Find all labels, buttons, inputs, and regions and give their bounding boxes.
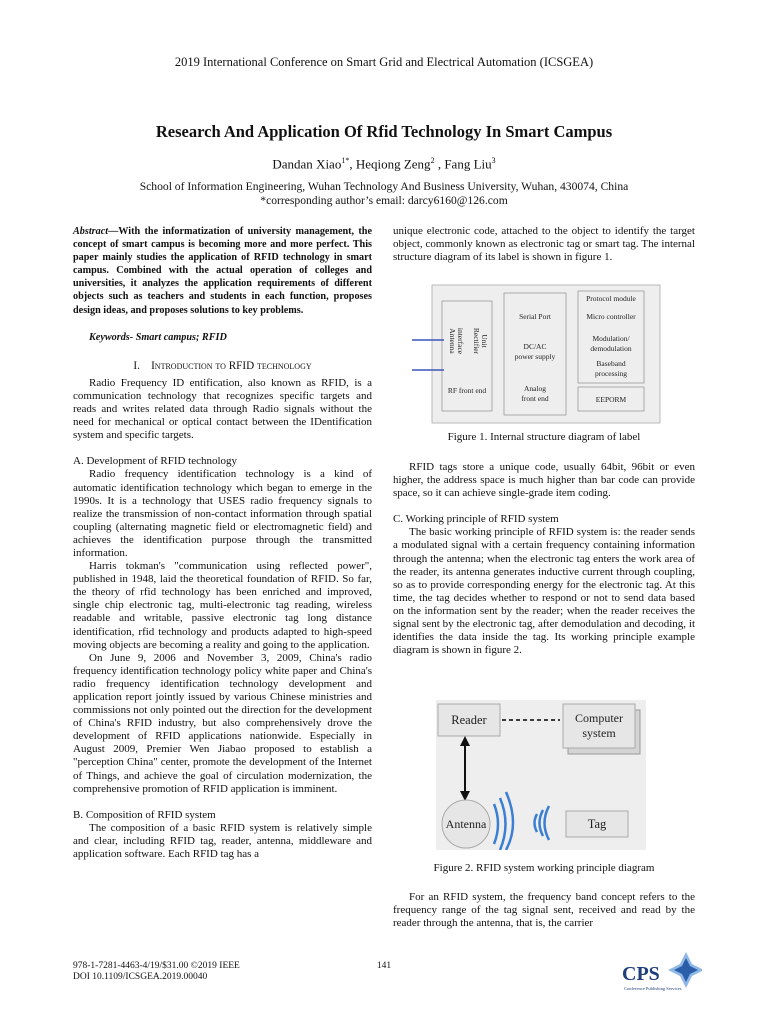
figure-1-diagram xyxy=(412,283,662,428)
fig1-baseband-label: Baseband xyxy=(596,359,626,368)
corresponding-email: *corresponding author’s email: darcy6160@126.com xyxy=(260,194,508,207)
fig1-demodulation-label: demodulation xyxy=(590,344,632,353)
fig1-serial-label: Serial Port xyxy=(519,312,551,321)
abstract-label: Abstract xyxy=(73,226,109,237)
section-title: Introduction to RFID technology xyxy=(151,359,312,372)
author-3-sup: 3 xyxy=(491,156,496,165)
fig1-protocol-label: Protocol module xyxy=(586,294,636,303)
paragraph-unique-code: unique electronic code, attached to the object to identify the target object, commonly known as electronic tag or smart tag. The internal structure diagram of its label is shown in figure 1. xyxy=(393,225,695,264)
fig1-modulation-label: Modulation/ xyxy=(592,334,630,343)
page-number: 141 xyxy=(376,961,392,971)
fig1-interface-label: interface xyxy=(456,327,465,355)
paper-title: Research And Application Of Rfid Technology In Smart Campus xyxy=(155,122,613,141)
author-2: , Heqiong Zeng xyxy=(349,156,431,172)
subsection-b-heading: B. Composition of RFID system xyxy=(73,808,216,821)
reader-label: Reader xyxy=(451,713,487,727)
fig1-unit-label: Unit xyxy=(480,334,489,348)
system-label: system xyxy=(582,726,616,740)
abstract-text: —With the informatization of university management, the concept of smart campus is becoming more and more perfect. This paper mainly studies the application of RFID technology in smart campus. Combined with the actual operation of colleges and universities, it analyzes the application requirements of different objects such as teachers and students in each function, proposes design ideas, and proposes solutions to key problems. xyxy=(73,226,372,316)
fig1-rf-label: RF front end xyxy=(447,386,487,395)
section-number: I. xyxy=(133,359,140,372)
left-column xyxy=(73,225,372,861)
doi: DOI 10.1109/ICSGEA.2019.00040 xyxy=(73,972,208,982)
author-1: Dandan Xiao xyxy=(272,156,342,172)
antenna-label: Antenna xyxy=(445,817,487,831)
paragraph-intro: Radio Frequency ID entification, also known as RFID, is a communication technology that recognizes specific targets and reads and writes related data through Radio signals without the need for mechanical or optical contact between the IDentification system and specific targets. xyxy=(73,376,372,442)
author-3: , Fang Liu xyxy=(434,156,492,172)
tag-label: Tag xyxy=(587,817,607,831)
keywords: Keywords- Smart campus; RFID xyxy=(89,331,227,343)
affiliation-block xyxy=(0,180,768,208)
figure-1-caption: Figure 1. Internal structure diagram of label xyxy=(447,431,641,443)
paragraph-frequency-band: For an RFID system, the frequency band concept refers to the frequency range of the tag signal sent, received and read by the reader through the antenna, that is, the carrier xyxy=(393,891,695,930)
author-list xyxy=(0,156,768,172)
isbn: 978-1-7281-4463-4/19/$31.00 ©2019 IEEE xyxy=(73,961,240,971)
subsection-c-heading: C. Working principle of RFID system xyxy=(393,513,559,526)
fig1-eeporm-label: EEPORM xyxy=(595,395,627,404)
figure-2-diagram xyxy=(436,700,646,850)
fig1-power-label: power supply xyxy=(514,352,556,361)
author-1-sup: 1* xyxy=(341,156,350,165)
fig1-dcac-label: DC/AC xyxy=(523,342,547,351)
paragraph-development: Radio frequency identification technology is a kind of automatic identification technology which began to emerge in the 1990s. It is a technology that USES radio frequency signals to realize the transmission of non-contact information through spatial coupling (alternating magnetic field or electromagnetic field) and achieves the identification purpose through the transmitted information. xyxy=(73,468,372,559)
paragraph-china: On June 9, 2006 and November 3, 2009, China's radio frequency identification technology policy white paper and China's radio frequency identification technology development and application report jointly issued by various Chinese ministries and commissions not only pointed out the direction for the development of China's RFID industry, but also comprehensively drove the development of RFID applications nationwide. Especially in August 2009, Premier Wen Jiabao proposed to establish a "perception China" center, promote the development of the Internet of Things, and achieve the goal of circulation modernization, the comprehensive promotion of RFID application is imminent. xyxy=(73,651,372,795)
cps-logo-graphic xyxy=(620,950,702,994)
fig1-analog-label: Analog xyxy=(523,384,547,393)
figure-1 xyxy=(412,283,662,428)
paragraph-working-principle: The basic working principle of RFID system is: the reader sends a modulated signal with a certain frequency containing information through the antenna; when the electronic tag enters the work area of the reader, its antenna generates inductive current through coupling, so as to provide corresponding energy for the electronic tag. At this time, the tag decides whether to respond or not to send data based on the information sent by the reader; when the reader receives the signal sent by the electronic tag, after demodulation and decoding, it identifies the data inside the tag. Its working principle example diagram is shown in figure 2. xyxy=(393,526,695,657)
fig1-rectifier-label: Rectifier xyxy=(472,327,481,355)
conference-header: 2019 International Conference on Smart Grid and Electrical Automation (ICSGEA) xyxy=(174,55,594,69)
section-heading-1 xyxy=(73,360,372,373)
author-2-sup: 2 xyxy=(430,156,435,165)
right-column-bottom xyxy=(393,891,695,930)
subsection-a-heading: A. Development of RFID technology xyxy=(73,455,238,468)
right-column-top xyxy=(393,225,695,264)
paragraph-tag-storage: RFID tags store a unique code, usually 64bit, 96bit or even higher, the address space is much higher than bar code can provide space, so it can achieve single-grade item coding. xyxy=(393,461,695,500)
figure-2-caption: Figure 2. RFID system working principle diagram xyxy=(433,862,655,874)
fig1-micro-label: Micro controller xyxy=(586,312,636,321)
fig1-processing-label: processing xyxy=(594,369,628,378)
footer-left xyxy=(73,961,240,983)
abstract xyxy=(73,225,372,317)
fig1-antenna-label: Antenna xyxy=(448,328,457,354)
right-column-middle xyxy=(393,461,695,657)
logo-star-inner xyxy=(674,958,698,982)
logo-subtext: Conference Publishing Services xyxy=(624,986,682,991)
affiliation: School of Information Engineering, Wuhan Technology And Business University, Wuhan, 430074, China xyxy=(139,180,629,193)
computer-label: Computer xyxy=(575,711,623,725)
paragraph-harris: Harris tokman's "communication using reflected power", published in 1948, laid the theoretical foundation of RFID. So far, the theory of rfid technology has been enriched and improved, single chip electronic tag, multi-electronic tag reading, wireless readable and writable, passive electronic tag long distance identification, rfid technology and products adapted to high-speed moving objects are becoming a reality and going to the application. xyxy=(73,560,372,651)
figure-2 xyxy=(436,700,646,850)
cps-logo xyxy=(620,950,702,994)
logo-text: CPS xyxy=(622,963,660,985)
paragraph-composition: The composition of a basic RFID system is relatively simple and clear, including RFID tag, reader, antenna, middleware and application software. Each RFID tag has a xyxy=(73,821,372,861)
fig1-frontend-label: front end xyxy=(521,394,549,403)
